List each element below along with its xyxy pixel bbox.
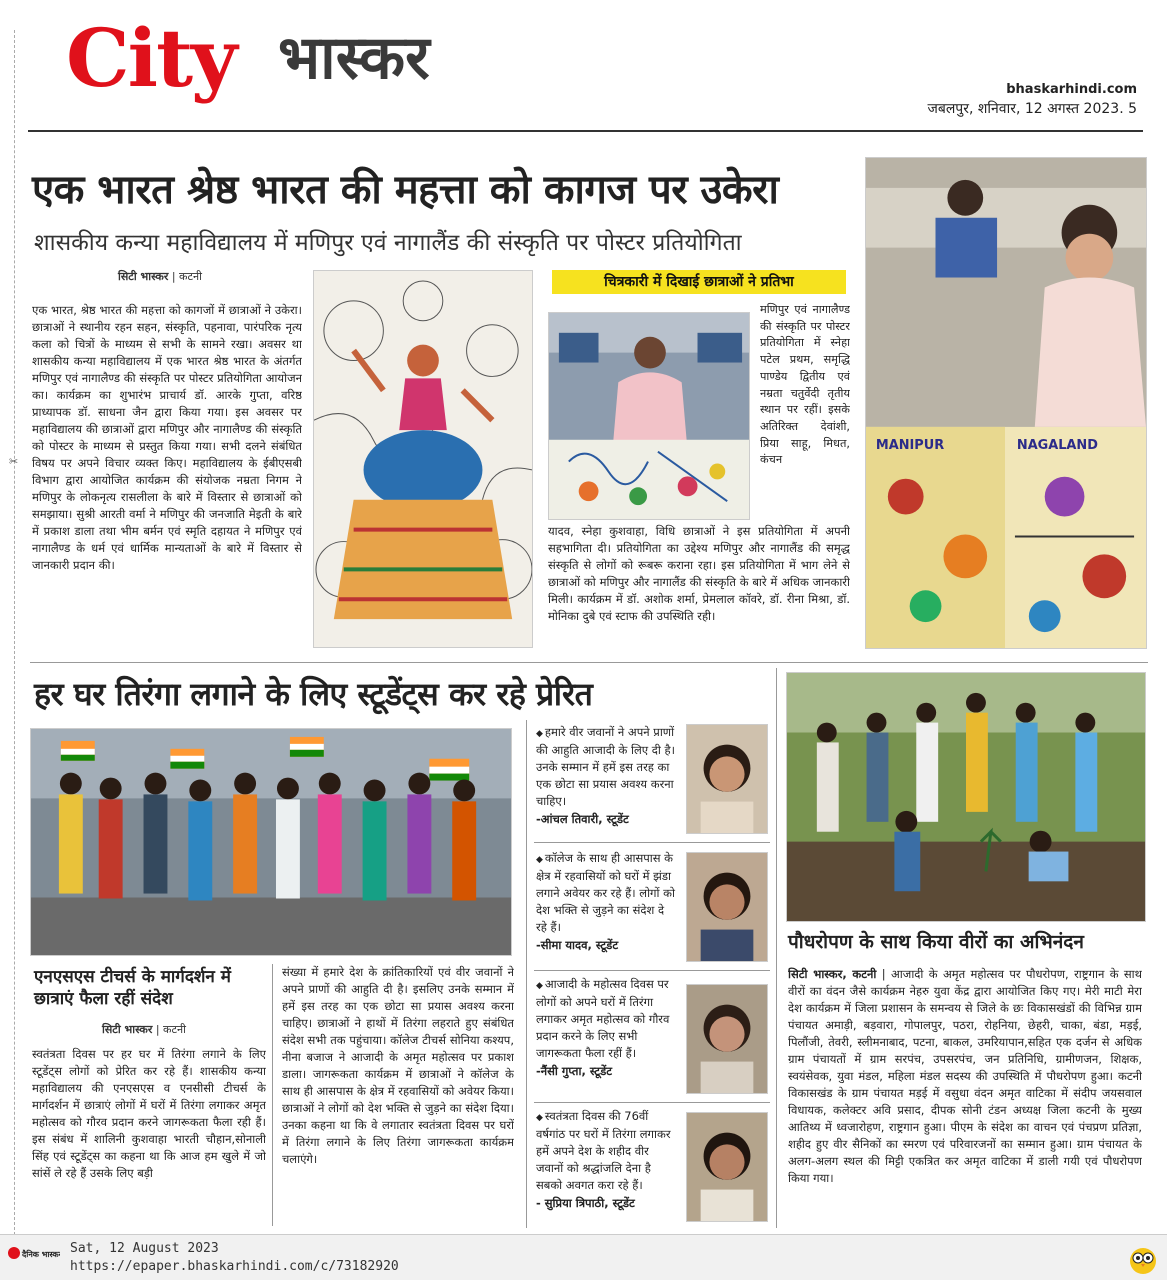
- story2-subhead: एनएसएस टीचर्स के मार्गदर्शन में छात्राएं फैला रहीं संदेश: [34, 967, 231, 1010]
- quote-divider: [534, 1102, 770, 1103]
- quote-author: -आंचल तिवारी, स्टूडेंट: [536, 811, 629, 826]
- column-divider: [776, 668, 777, 1228]
- students-with-posters-photo: [865, 157, 1147, 649]
- masthead: [0, 0, 1167, 150]
- story1-photo-caption: चित्रकारी में दिखाई छात्राओं ने प्रतिभा: [552, 270, 846, 294]
- portrait-photo: [686, 1112, 768, 1222]
- byline-city: कटनी: [179, 270, 202, 283]
- quote-text: कॉलेज के साथ ही आसपास के क्षेत्र में रहवासियों को घरों में झंडा लगाने अवेयर कर रहे हैं। लोगों को देश भक्ति से जुड़ने का संदेश दे रहे हैं।: [536, 851, 675, 935]
- story1-column1: एक भारत, श्रेष्ठ भारत की महत्ता को कागजों में छात्राओं ने उकेरा। छात्राओं ने स्थानीय रहन सहन, संस्कृति, पहनावा, पारंपरिक नृत्य कला को चित्रों के माध्यम से सभी के सामने रखा। अवसर था शासकीय कन्या महाविद्यालय में एक भारत श्रेष्ठ भारत के अंतर्गत मणिपुर एवं नागालैण्ड की संस्कृति पर पोस्टर प्रतियोगिता आयोजन का। कार्यक्रम का शुभारंभ प्राचार्य डॉ. आरके गुप्ता, वरिष्ठ प्राध्यापक डॉ. साधना जैन द्वारा किया गया। इस अवसर पर महाविद्यालय की छात्राओं द्वारा मणिपुर और नागालैण्ड की संस्कृति को पोस्टर के माध्यम से प्रस्तुत किया गया। सभी दलने संबंधित विषय पर अपने विचार व्यक्त किए। महाविद्यालय के ईबीएसबी विभाग द्वारा आयोजित कार्यक्रम की संयोजक नम्रता निगम ने मणिपुर के लोकनृत्य रासलीला के बारे में विस्तार से छात्राओं को समझाया। सुश्री आरती वर्मा ने मणिपुर की जनजाति मेइती के बारे में प्रकाश डाला तथा भीम बर्मन एवं स्मृति दहायत ने मणिपुर एवं नागालैण्ड के धर्म एवं धार्मिक मान्यताओं के बारे में विस्तार से जानकारी प्रदान की।: [32, 303, 302, 573]
- quote-text: स्वतंत्रता दिवस की 76वीं वर्षगांठ पर घरों में तिरंगा लगाकर हमें अपने देश के शहीद वीर जवानों को श्रद्धांजलि देना है सबको अवगत करा रहे हैं।: [536, 1109, 671, 1193]
- quote-divider: [534, 842, 770, 843]
- byline-separator: |: [876, 967, 892, 981]
- column-divider: [526, 720, 527, 1228]
- byline-city: कटनी: [163, 1023, 186, 1036]
- triangle-bullet-icon: ◆: [536, 981, 543, 991]
- dancer-drawing-photo: [313, 270, 533, 648]
- column-divider: [272, 964, 273, 1226]
- poster-label-manipur: MANIPUR: [875, 437, 945, 453]
- story3-body: [788, 966, 1142, 1228]
- portrait-photo: [686, 724, 768, 834]
- students-with-flags-photo: [30, 728, 512, 956]
- logo-city: City: [66, 11, 236, 105]
- quote-divider: [534, 970, 770, 971]
- dainik-bhaskar-logo: [6, 1243, 60, 1273]
- date-line: जबलपुर, शनिवार, 12 अगस्त 2023. 5: [927, 101, 1137, 117]
- portrait-photo: [686, 984, 768, 1094]
- scissors-icon: ✂: [9, 455, 19, 468]
- quote-text: हमारे वीर जवानों ने अपने प्राणों की आहुति आजादी के लिए दी है। उनके सम्मान में हमें इस तरह का एक छोटा सा प्रयास अवश्य करना चाहिए।: [536, 725, 676, 809]
- section-divider: [30, 662, 1148, 663]
- story2-headline: हर घर तिरंगा लगाने के लिए स्टूडेंट्स कर रहे प्रेरित: [34, 675, 593, 713]
- story3-body-text: आजादी के अमृत महोत्सव पर पौधरोपण, राष्ट्रगान के साथ वीरों का वंदन जैसे कार्यक्रम नेहरु युवा केंद्र द्वारा आयोजित किए गए। मेरी माटी मेरा देश कार्यक्रम में जिला प्रशासन के समन्वय से जिले के छः विकासखंडों की विभिन्न ग्राम पंचायत अमाड़ी, बड़वारा, गोपालपुर, पठरा, रोहनिया, छेहरी, चाका, बंडा, मड़ई, पिलौंजी, तेवरी, स्लीमनाबाद, पटना, बाकल, उमरियापान,सहित एक दर्जन से अधिक ग्राम पंचायतों में ग्राम सरपंच, उपसरपंच, जन प्रतिनिधि, ग्रामीणजन, शिक्षक, स्वयंसेवक, युवा मंडल, महिला मंडल सदस्य की उपस्थिति में पौधरोपण हुआ। कटनी विकासखंड के ग्राम पंचायत मड़ई में वसुधा वंदन अमृत वाटिका में संदीप जयसवाल विधायक, कलेक्टर अवि प्रसाद, दीपक सोनी टंडन अध्यक्ष जिला कटनी के मुख्य आतिथ्य में ध्वजारोहण, राष्ट्रगान हुआ। पीएम के संदेश का वाचन एवं पंचप्रण प्रतिज्ञा, शहीद हुए वीर सैनिकों का स्मरण एवं परिवारजनों का सम्मान हुआ। ग्राम पंचायत के अलग-अलग स्थल की मिट्टी एकत्रित कर अमृत वाटिका में डाली गयी एवं पौधरोपण किया गया।: [788, 967, 1142, 1186]
- portrait-photo: [686, 852, 768, 962]
- story2-column1: स्वतंत्रता दिवस पर हर घर में तिरंगा लगाने के लिए स्टूडेंट्स लोगों को प्रेरित कर रहे हैं। शासकीय कन्या महाविद्यालय की एनएसएस व एनसीसी टीचर्स के मार्गदर्शन में छात्राएं लोगों में घरों में तिरंगा लगाकर अमृत महोत्सव को गौरव प्रदान करने जागरूकता फैला रही हैं। इस संबंध में शालिनी कुशवाहा भारती चौहान,सोनाली सिंह एवं स्टूडेंट्स का कहना था कि आज हम खुले में जो सांसें ले रहे हैं उसके लिए बड़ी: [32, 1047, 266, 1181]
- site-url: bhaskarhindi.com: [1006, 82, 1137, 97]
- story3-headline: पौधरोपण के साथ किया वीरों का अभिनंदन: [788, 931, 1084, 953]
- epaper-footer: [0, 1234, 1167, 1280]
- triangle-bullet-icon: ◆: [536, 855, 543, 865]
- quote-author: - सुप्रिया त्रिपाठी, स्टूडेंट: [536, 1195, 635, 1210]
- story1-byline: [118, 269, 202, 284]
- story1-narrow-column: मणिपुर एवं नागालैण्ड की संस्कृति पर पोस्टर प्रतियोगिता में स्नेहा पटेल प्रथम, समृद्धि पाण्डेय द्वितीय एवं नम्रता चतुर्वेदी तृतीय स्थान पर रहीं। इसके अतिरिक्त देवांशी, प्रिया साहू, मिधत, कंचन: [760, 303, 850, 467]
- logo-bhaskar: भास्कर: [278, 23, 430, 93]
- byline-source: सिटी भास्कर: [118, 270, 169, 283]
- story2-byline: [102, 1022, 186, 1037]
- footer-date: Sat, 12 August 2023: [70, 1241, 219, 1256]
- byline-source: सिटी भास्कर: [102, 1023, 153, 1036]
- triangle-bullet-icon: ◆: [536, 729, 543, 739]
- quote-author: -सीमा यादव, स्टूडेंट: [536, 937, 619, 952]
- story1-wide-column: यादव, स्नेहा कुशवाहा, विधि छात्राओं ने इस प्रतियोगिता में अपनी सहभागिता दी। प्रतियोगिता का उद्देश्य मणिपुर और नागालैंड की समृद्ध संस्कृति से लोगों को रूबरू कराना रहा। इस प्रतियोगिता में भाग लेने से छात्राओं को मणिपुर और नागालैंड की संस्कृति के बारे में अधिक जानकारी मिली। कार्यक्रम में डॉ. अशोक शर्मा, प्रेमलाल कॉवरे, डॉ. रीना मिश्रा, डॉ. मोनिका दुबे एवं स्टाफ की उपस्थिति रही।: [548, 524, 850, 624]
- story3-byline: सिटी भास्कर, कटनी: [788, 967, 877, 981]
- quote-4: [536, 1108, 678, 1212]
- triangle-bullet-icon: ◆: [536, 1113, 543, 1123]
- page-left-edge: [14, 30, 15, 1250]
- owl-icon: [1127, 1241, 1159, 1275]
- story2-column2: संख्या में हमारे देश के क्रांतिकारियों एवं वीर जवानों ने अपने प्राणों की आहुति दी है। इसलिए उनके सम्मान में हमें इस तरह का एक छोटा सा प्रयास अवश्य करना चाहिए। छात्राओं ने हाथों में तिरंगा लहराते हुए संबंधित संदेश सभी तक पहुंचाया। कॉलेज टीचर्स सोनिया कश्यप, नीना बजाज ने आजादी के अमृत महोत्सव पर प्रकाश डाला। जागरूकता कार्यक्रम में छात्राओं ने कॉलेज के साथ ही आसपास के क्षेत्र में रहवासियों को अवेयर किया। छात्राओं ने लोगों को देश भक्ति से जुड़ने का संदेश दिया। उनका कहना था कि वे लगातार स्वतंत्रता दिवस पर घरों में तिरंगा लगाने के लिए तिरंगा जागरूकता कार्यक्रम चलाएंगे।: [282, 965, 514, 1167]
- quote-1: [536, 724, 678, 828]
- story1-headline: एक भारत श्रेष्ठ भारत की महत्ता को कागज पर उकेरा: [32, 167, 779, 213]
- student-painting-photo: [548, 312, 750, 520]
- quote-3: [536, 976, 678, 1080]
- quote-text: आजादी के महोत्सव दिवस पर लोगों को अपने घरों में तिरंगा लगाकर अमृत महोत्सव को गौरव प्रदान करने के लिए सभी जागरूकता फैला रहीं हैं।: [536, 977, 670, 1061]
- quote-author: -नैंसी गुप्ता, स्टूडेंट: [536, 1063, 613, 1078]
- footer-url-link[interactable]: https://epaper.bhaskarhindi.com/c/73182920: [70, 1259, 399, 1274]
- poster-label-nagaland: NAGALAND: [1016, 437, 1098, 453]
- byline-separator: |: [171, 270, 180, 283]
- logo-text: दैनिक भास्कर: [22, 1250, 60, 1259]
- story1-subheadline: शासकीय कन्या महाविद्यालय में मणिपुर एवं नागालैंड की संस्कृति पर पोस्टर प्रतियोगिता: [34, 230, 742, 256]
- plantation-photo: [786, 672, 1146, 922]
- masthead-rule: [28, 130, 1143, 132]
- quote-2: [536, 850, 678, 954]
- byline-separator: |: [155, 1023, 164, 1036]
